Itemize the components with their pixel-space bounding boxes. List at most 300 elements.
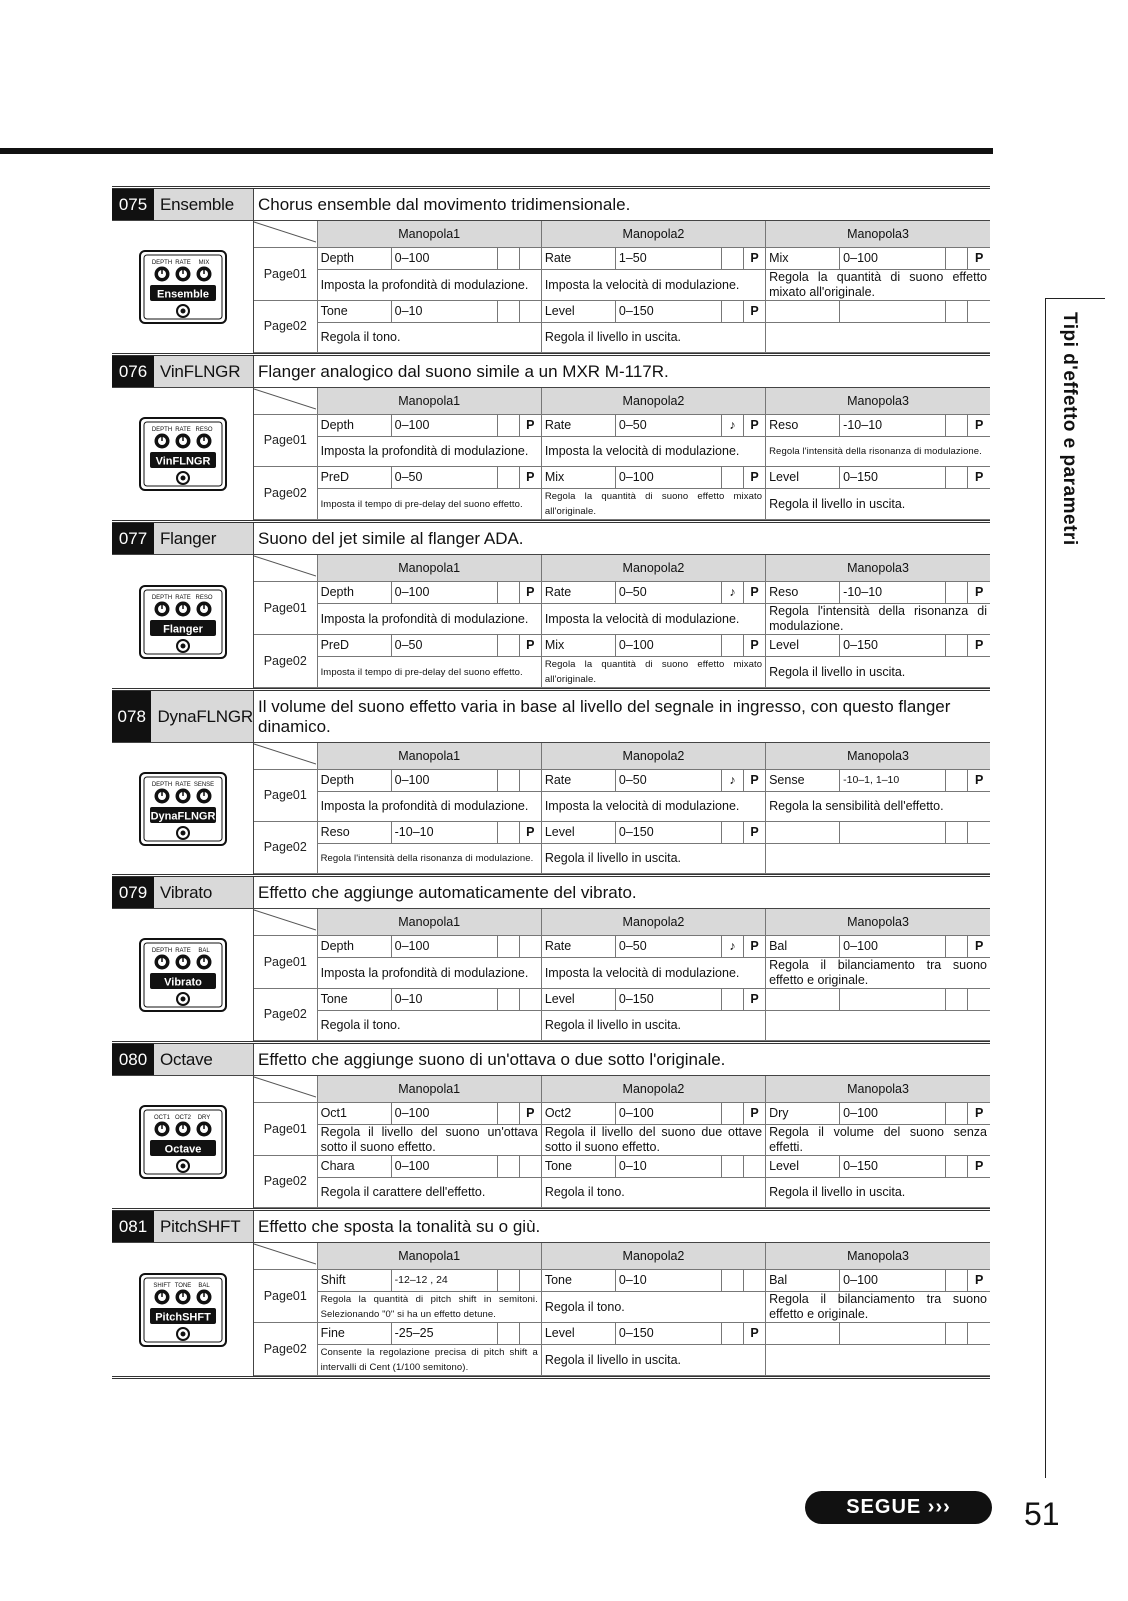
effect-name: Ensemble <box>160 194 234 214</box>
table-row <box>254 1103 990 1125</box>
parameter-table <box>254 909 990 1041</box>
continue-badge: SEGUE ››› <box>805 1491 992 1524</box>
table-row <box>254 323 990 353</box>
knob-header: Manopola3 <box>766 221 990 248</box>
tempo-sync-note <box>497 989 519 1011</box>
param-range: 0–50 <box>615 415 721 437</box>
patch-flag <box>519 989 541 1011</box>
param-range <box>840 822 946 844</box>
tempo-sync-note <box>722 1156 744 1178</box>
effect-block <box>112 356 990 523</box>
effect-header <box>112 877 254 909</box>
table-row <box>254 989 990 1011</box>
param-name: Mix <box>541 635 615 657</box>
pitchshft-pedal-icon <box>112 1243 254 1376</box>
param-name: Reso <box>317 822 391 844</box>
param-range: -10–10 <box>391 822 497 844</box>
param-range: 0–50 <box>615 770 721 792</box>
effect-description: Chorus ensemble dal movimento tridimensionale. <box>254 189 990 221</box>
param-name: Depth <box>317 248 391 270</box>
patch-flag: P <box>744 1323 766 1345</box>
table-row <box>254 415 990 437</box>
patch-flag: P <box>519 1103 541 1125</box>
knob-label: BAL <box>197 1282 210 1289</box>
page-label: Page01 <box>254 1270 317 1323</box>
top-rule <box>0 148 993 154</box>
param-description <box>766 844 990 874</box>
table-row <box>254 1323 990 1345</box>
knob-header: Manopola2 <box>541 1076 765 1103</box>
effect-body <box>254 388 990 520</box>
param-range: 0–150 <box>615 989 721 1011</box>
param-description: Regola il livello in uscita. <box>541 1011 765 1041</box>
corner-diagonal <box>254 555 316 577</box>
effect-block <box>112 1044 990 1211</box>
effect-name: DynaFLNGR <box>157 706 253 726</box>
param-description: Regola il livello in uscita. <box>766 657 990 688</box>
table-row <box>254 437 990 467</box>
param-name: Fine <box>317 1323 391 1345</box>
knob-header: Manopola2 <box>541 221 765 248</box>
param-range: 0–100 <box>391 582 497 604</box>
param-name: Level <box>541 989 615 1011</box>
param-description <box>766 1345 990 1376</box>
patch-flag: P <box>968 1270 990 1292</box>
param-name: Depth <box>317 582 391 604</box>
knob-label: DEPTH <box>151 948 172 954</box>
knob-label: DEPTH <box>151 781 172 788</box>
table-row <box>254 822 990 844</box>
knob-label: DEPTH <box>151 260 172 266</box>
param-range: 0–100 <box>840 1270 946 1292</box>
patch-flag: P <box>968 582 990 604</box>
page-label: Page01 <box>254 770 317 822</box>
knob-header: Manopola3 <box>766 1243 990 1270</box>
page-label: Page02 <box>254 301 317 353</box>
param-range: 0–100 <box>391 1103 497 1125</box>
param-range: 0–100 <box>615 1103 721 1125</box>
param-description: Regola il tono. <box>317 1011 541 1041</box>
page-label: Page01 <box>254 582 317 635</box>
tempo-sync-note <box>497 822 519 844</box>
tempo-sync-note <box>946 936 968 958</box>
table-row <box>254 958 990 989</box>
patch-flag: P <box>744 770 766 792</box>
tempo-sync-note <box>722 822 744 844</box>
knob-label: RATE <box>174 260 191 266</box>
effect-block <box>112 877 990 1044</box>
tempo-sync-note <box>497 770 519 792</box>
section-title: Tipi d'effetto e parametri <box>1059 312 1080 546</box>
parameter-table <box>254 555 990 688</box>
knob-header: Manopola2 <box>541 743 765 770</box>
tempo-sync-note <box>497 1323 519 1345</box>
knob-label: RATE <box>174 948 191 954</box>
dynaflngr-pedal-icon <box>112 743 254 874</box>
param-range: 0–50 <box>391 635 497 657</box>
effect-header <box>112 1044 254 1076</box>
param-range: 0–10 <box>391 989 497 1011</box>
table-corner <box>254 909 317 936</box>
param-name: Shift <box>317 1270 391 1292</box>
patch-flag: P <box>968 936 990 958</box>
param-name: Oct2 <box>541 1103 615 1125</box>
param-range: 0–150 <box>840 467 946 489</box>
tempo-sync-note <box>946 1323 968 1345</box>
patch-flag: P <box>968 770 990 792</box>
patch-flag <box>519 770 541 792</box>
param-description: Imposta il tempo di pre-delay del suono effetto. <box>317 489 541 520</box>
param-name: Dry <box>766 1103 840 1125</box>
patch-flag: P <box>519 822 541 844</box>
param-range: 0–100 <box>391 1156 497 1178</box>
effect-header <box>112 189 254 221</box>
tempo-sync-note <box>946 822 968 844</box>
table-row <box>254 936 990 958</box>
param-range: 0–50 <box>615 936 721 958</box>
knob-label: DEPTH <box>151 594 172 601</box>
patch-flag <box>968 822 990 844</box>
param-range: 0–100 <box>391 936 497 958</box>
tempo-sync-note <box>497 582 519 604</box>
param-name: Rate <box>541 582 615 604</box>
patch-flag <box>519 248 541 270</box>
effect-body <box>254 743 990 874</box>
tempo-sync-note <box>497 1103 519 1125</box>
tempo-sync-note <box>497 635 519 657</box>
param-description: Regola il livello del suono un'ottava sotto il suono effetto. <box>317 1125 541 1156</box>
corner-diagonal <box>254 388 316 410</box>
effects-list <box>112 186 990 1379</box>
effect-number: 079 <box>112 877 154 908</box>
param-range: 0–100 <box>391 770 497 792</box>
patch-flag: P <box>968 1103 990 1125</box>
effect-description: Effetto che aggiunge suono di un'ottava o due sotto l'originale. <box>254 1044 990 1076</box>
effect-body <box>254 555 990 688</box>
knob-header: Manopola3 <box>766 555 990 582</box>
param-range: 0–100 <box>840 1103 946 1125</box>
knob-header: Manopola1 <box>317 221 541 248</box>
page-label: Page02 <box>254 635 317 688</box>
param-description: Regola il livello in uscita. <box>766 489 990 520</box>
param-description: Imposta la velocità di modulazione. <box>541 604 765 635</box>
page-label: Page01 <box>254 936 317 989</box>
table-corner <box>254 1076 317 1103</box>
param-description <box>766 323 990 353</box>
param-description: Regola il bilanciamento tra suono effetto e originale. <box>766 1292 990 1323</box>
page-label: Page01 <box>254 415 317 467</box>
param-name: Level <box>541 1323 615 1345</box>
parameter-table <box>254 1243 990 1376</box>
page-label: Page02 <box>254 822 317 874</box>
patch-flag <box>744 1156 766 1178</box>
patch-flag: P <box>744 415 766 437</box>
param-description: Regola l'intensità della risonanza di modulazione. <box>317 844 541 874</box>
table-row <box>254 1270 990 1292</box>
effect-block <box>112 523 990 691</box>
effect-header <box>112 691 254 743</box>
patch-flag <box>519 936 541 958</box>
side-rule <box>1045 298 1046 1478</box>
param-range: 0–100 <box>391 248 497 270</box>
table-row <box>254 1292 990 1323</box>
effect-name: Octave <box>160 1049 213 1069</box>
effect-block <box>112 189 990 356</box>
patch-flag <box>519 1270 541 1292</box>
tempo-sync-note <box>497 1156 519 1178</box>
param-description: Regola la quantità di suono effetto mixato all'originale. <box>766 270 990 301</box>
knob-header: Manopola3 <box>766 909 990 936</box>
effect-body <box>254 909 990 1041</box>
knob-label: OCT2 <box>174 1115 191 1121</box>
patch-flag <box>968 301 990 323</box>
param-range: 0–150 <box>615 1323 721 1345</box>
effect-body <box>254 221 990 353</box>
knob-label: RESO <box>194 594 213 601</box>
effect-description: Effetto che aggiunge automaticamente del vibrato. <box>254 877 990 909</box>
table-row <box>254 770 990 792</box>
knob-header: Manopola1 <box>317 555 541 582</box>
effect-header <box>112 1211 254 1243</box>
tempo-sync-note <box>497 936 519 958</box>
param-description: Regola la quantità di suono effetto mixato all'originale. <box>541 657 765 688</box>
table-row <box>254 248 990 270</box>
patch-flag: P <box>744 635 766 657</box>
page-label: Page02 <box>254 1156 317 1208</box>
knob-label: RATE <box>174 427 191 433</box>
effect-number: 077 <box>112 523 154 554</box>
effect-body <box>254 1243 990 1376</box>
param-description: Regola il livello del suono due ottave sotto il suono effetto. <box>541 1125 765 1156</box>
knob-label: RESO <box>194 427 213 433</box>
ensemble-pedal-icon <box>112 221 254 353</box>
tempo-sync-note <box>946 301 968 323</box>
knob-label: DRY <box>197 1115 210 1121</box>
vibrato-pedal-icon <box>112 909 254 1041</box>
param-name: Level <box>766 467 840 489</box>
param-name: Tone <box>317 989 391 1011</box>
param-description: Regola il livello in uscita. <box>541 323 765 353</box>
patch-flag: P <box>519 635 541 657</box>
patch-flag <box>744 1270 766 1292</box>
effect-header <box>112 523 254 555</box>
param-range: 0–50 <box>391 467 497 489</box>
effect-description: Flanger analogico dal suono simile a un MXR M-117R. <box>254 356 990 388</box>
tempo-sync-note <box>946 989 968 1011</box>
pedal-badge: PitchSHFT <box>154 1311 211 1323</box>
corner-diagonal <box>254 909 316 931</box>
param-name <box>766 301 840 323</box>
page-number: 51 <box>1024 1496 1060 1532</box>
param-name: Chara <box>317 1156 391 1178</box>
patch-flag: P <box>519 467 541 489</box>
table-corner <box>254 1243 317 1270</box>
tempo-sync-note <box>946 467 968 489</box>
patch-flag <box>968 989 990 1011</box>
table-row <box>254 792 990 822</box>
effect-name: Flanger <box>160 528 217 548</box>
tempo-sync-note <box>722 1103 744 1125</box>
table-row <box>254 1178 990 1208</box>
effect-header <box>112 356 254 388</box>
param-description: Regola la quantità di pitch shift in semitoni. Selezionando "0" si ha un effetto detune. <box>317 1292 541 1323</box>
param-description: Regola il tono. <box>541 1292 765 1323</box>
param-description: Regola il volume del suono senza effetti. <box>766 1125 990 1156</box>
parameter-table <box>254 1076 990 1208</box>
table-row <box>254 1345 990 1376</box>
param-description: Imposta la profondità di modulazione. <box>317 792 541 822</box>
param-range: 1–50 <box>615 248 721 270</box>
param-range: -10–10 <box>840 582 946 604</box>
param-description: Regola il livello in uscita. <box>766 1178 990 1208</box>
tempo-sync-note <box>497 301 519 323</box>
tempo-sync-note <box>722 635 744 657</box>
table-row <box>254 467 990 489</box>
corner-diagonal <box>254 221 316 243</box>
param-name: Rate <box>541 248 615 270</box>
patch-flag: P <box>744 582 766 604</box>
pedal-badge: VinFLNGR <box>155 455 210 468</box>
patch-flag <box>519 301 541 323</box>
tempo-sync-note <box>722 248 744 270</box>
pedal-badge: DynaFLNGR <box>150 810 215 822</box>
tempo-sync-note <box>946 248 968 270</box>
table-row <box>254 657 990 688</box>
table-row <box>254 604 990 635</box>
knob-header: Manopola3 <box>766 743 990 770</box>
tempo-sync-note <box>722 1270 744 1292</box>
param-name: PreD <box>317 467 391 489</box>
param-name: Reso <box>766 582 840 604</box>
effect-number: 075 <box>112 189 154 220</box>
patch-flag: P <box>744 822 766 844</box>
patch-flag: P <box>968 467 990 489</box>
table-corner <box>254 388 317 415</box>
table-row <box>254 301 990 323</box>
param-description: Regola il tono. <box>317 323 541 353</box>
page-label: Page02 <box>254 989 317 1041</box>
knob-header: Manopola1 <box>317 1243 541 1270</box>
param-range: 0–150 <box>615 301 721 323</box>
tempo-sync-note: ♪ <box>722 582 744 604</box>
param-name: Tone <box>317 301 391 323</box>
param-range: 0–150 <box>840 635 946 657</box>
tempo-sync-note <box>497 415 519 437</box>
param-name: Mix <box>541 467 615 489</box>
effect-body <box>254 1076 990 1208</box>
pedal-badge: Ensemble <box>156 288 209 301</box>
tempo-sync-note <box>946 582 968 604</box>
knob-header: Manopola1 <box>317 1076 541 1103</box>
knob-label: BAL <box>197 948 210 954</box>
vinflngr-pedal-icon <box>112 388 254 520</box>
param-description: Regola la quantità di suono effetto mixato all'originale. <box>541 489 765 520</box>
param-name: Level <box>541 301 615 323</box>
effect-number: 076 <box>112 356 154 387</box>
knob-header: Manopola2 <box>541 388 765 415</box>
param-name: Rate <box>541 770 615 792</box>
pedal-badge: Vibrato <box>163 976 202 989</box>
param-description: Regola il livello in uscita. <box>541 844 765 874</box>
param-description: Imposta il tempo di pre-delay del suono effetto. <box>317 657 541 688</box>
param-description: Regola il carattere dell'effetto. <box>317 1178 541 1208</box>
param-range: 0–100 <box>615 467 721 489</box>
corner-diagonal <box>254 743 316 765</box>
effect-number: 080 <box>112 1044 154 1075</box>
param-range: 0–10 <box>391 301 497 323</box>
param-range: 0–100 <box>615 635 721 657</box>
param-description: Imposta la profondità di modulazione. <box>317 437 541 467</box>
knob-label: OCT1 <box>153 1115 170 1121</box>
tempo-sync-note <box>722 467 744 489</box>
table-row <box>254 489 990 520</box>
param-range: 0–150 <box>615 822 721 844</box>
tempo-sync-note <box>722 301 744 323</box>
patch-flag: P <box>968 415 990 437</box>
patch-flag <box>519 1156 541 1178</box>
param-name: Rate <box>541 415 615 437</box>
param-description: Regola la sensibilità dell'effetto. <box>766 792 990 822</box>
knob-header: Manopola2 <box>541 1243 765 1270</box>
knob-label: RATE <box>174 594 191 601</box>
knob-header: Manopola3 <box>766 388 990 415</box>
page-label: Page01 <box>254 1103 317 1156</box>
knob-header: Manopola1 <box>317 909 541 936</box>
tempo-sync-note <box>946 1270 968 1292</box>
pedal-badge: Octave <box>164 1143 201 1156</box>
param-name: Level <box>766 635 840 657</box>
patch-flag: P <box>968 1156 990 1178</box>
patch-flag: P <box>744 1103 766 1125</box>
patch-flag <box>519 1323 541 1345</box>
knob-header: Manopola1 <box>317 388 541 415</box>
param-description: Regola il tono. <box>541 1178 765 1208</box>
table-corner <box>254 221 317 248</box>
pedal-badge: Flanger <box>162 623 203 635</box>
flanger-pedal-icon <box>112 555 254 688</box>
knob-header: Manopola2 <box>541 555 765 582</box>
patch-flag: P <box>744 936 766 958</box>
param-name: Rate <box>541 936 615 958</box>
tempo-sync-note <box>946 635 968 657</box>
patch-flag <box>968 1323 990 1345</box>
patch-flag: P <box>968 248 990 270</box>
knob-header: Manopola3 <box>766 1076 990 1103</box>
param-description: Imposta la profondità di modulazione. <box>317 270 541 301</box>
param-range: 0–50 <box>615 582 721 604</box>
param-description <box>766 1011 990 1041</box>
effect-name: PitchSHFT <box>160 1216 241 1236</box>
param-range: 0–100 <box>391 415 497 437</box>
param-description: Imposta la profondità di modulazione. <box>317 958 541 989</box>
param-range: -10–10 <box>840 415 946 437</box>
side-rule-tick <box>1045 298 1105 299</box>
param-name: Tone <box>541 1156 615 1178</box>
table-corner <box>254 743 317 770</box>
param-name: Tone <box>541 1270 615 1292</box>
param-description: Regola il bilanciamento tra suono effetto e originale. <box>766 958 990 989</box>
param-name: Mix <box>766 248 840 270</box>
patch-flag: P <box>744 989 766 1011</box>
effect-number: 078 <box>112 691 151 742</box>
tempo-sync-note <box>946 415 968 437</box>
tempo-sync-note <box>946 770 968 792</box>
param-description: Regola l'intensità della risonanza di modulazione. <box>766 604 990 635</box>
knob-label: DEPTH <box>151 427 172 433</box>
param-name: Depth <box>317 770 391 792</box>
parameter-table <box>254 743 990 874</box>
patch-flag: P <box>968 635 990 657</box>
